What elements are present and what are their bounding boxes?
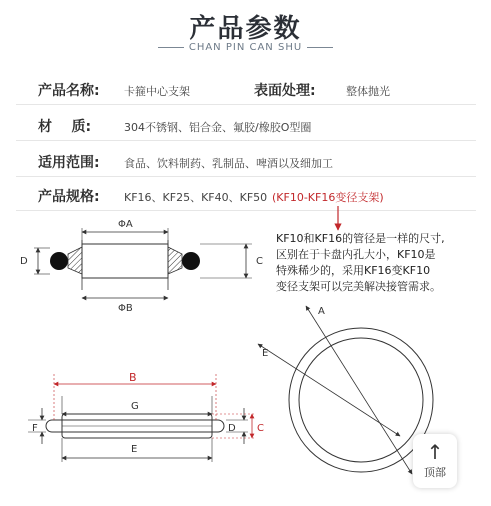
dim-label-a: A [318, 306, 325, 317]
side-view-diagram [28, 371, 264, 462]
page-title: 产品参数 [189, 14, 302, 44]
spec-value: 食品、饮料制药、乳制品、啤酒以及细加工 [124, 157, 333, 170]
size-note [276, 231, 445, 293]
spec-label: 产品规格: [38, 189, 100, 205]
dim-label-g: G [131, 401, 139, 412]
back-to-top-label: 顶部 [424, 466, 446, 479]
spec-label: 适用范围: [38, 155, 100, 171]
dim-label-a: ΦA [118, 219, 133, 230]
note-line: 区别在于卡盘内孔大小，KF10是 [276, 248, 436, 261]
dim-label-d: D [228, 423, 236, 434]
cross-section-diagram [20, 219, 263, 314]
spec-label: 材 质: [38, 119, 92, 135]
arrow-up-icon: ↑ [426, 440, 444, 464]
dim-label-b: B [129, 371, 137, 384]
dim-label-e: E [131, 444, 138, 455]
spec-value: KF16、KF25、KF40、KF50 [124, 191, 268, 204]
dim-label-e: E [262, 348, 269, 359]
note-line: KF10和KF16的管径是一样的尺寸, [276, 232, 445, 245]
spec-label: 表面处理: [254, 83, 316, 99]
spec-value: 卡箍中心支架 [124, 85, 190, 98]
spec-note: (KF10-KF16变径支架) [272, 191, 384, 204]
spec-value: 304不锈钢、铝合金、氟胶/橡胶O型圈 [124, 121, 312, 134]
dim-label-c: C [256, 256, 263, 267]
subtitle-text: CHAN PIN CAN SHU [188, 42, 303, 53]
dim-label-c: C [257, 423, 264, 434]
note-line: 特殊稀少的，采用KF16变KF10 [276, 264, 431, 277]
dim-label-b: ΦB [118, 303, 133, 314]
dim-label-d: D [20, 256, 28, 267]
back-to-top-button[interactable] [413, 434, 457, 488]
note-line: 变径支架可以完美解决接管需求。 [276, 280, 441, 293]
dim-label-f: F [32, 423, 38, 434]
spec-label: 产品名称: [38, 83, 100, 99]
ring-top-view [258, 306, 433, 474]
spec-value: 整体抛光 [346, 85, 390, 98]
